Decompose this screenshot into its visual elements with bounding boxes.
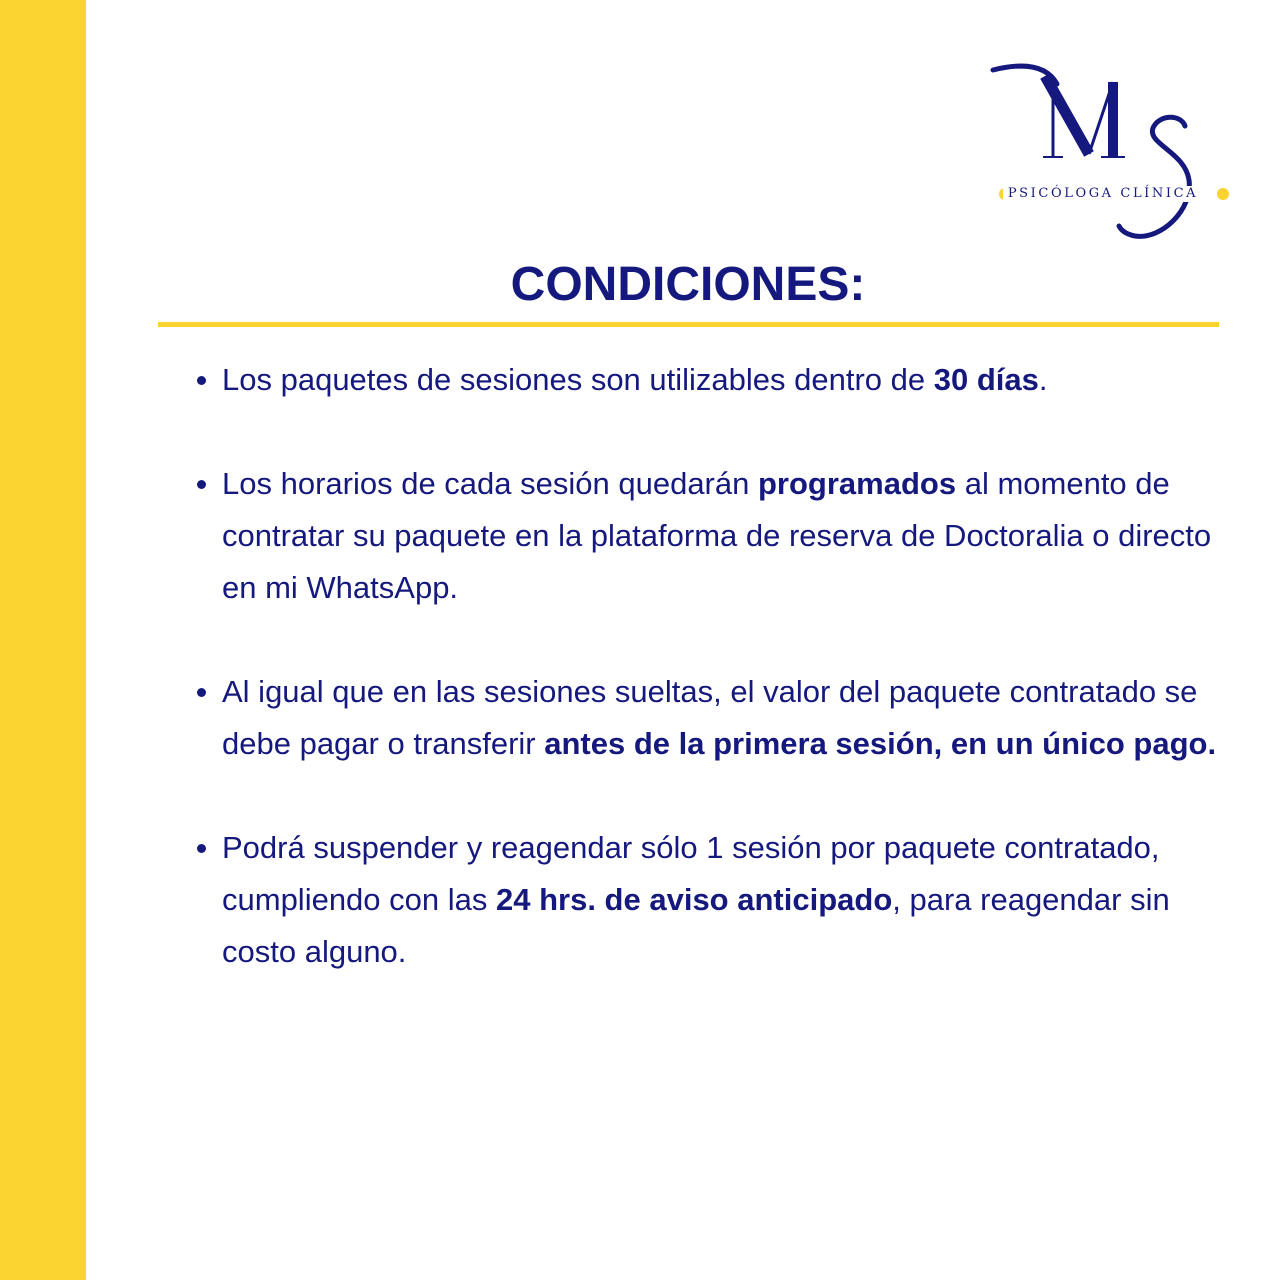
logo-tagline: PSICÓLOGA CLÍNICA xyxy=(1003,186,1203,202)
condition-text: , para reagendar sin costo alguno. xyxy=(222,882,1170,969)
condition-text: al momento de contratar su paquete en la plataforma de reserva de Doctoralia o directo en mi WhatsApp. xyxy=(222,466,1212,605)
bullet-icon xyxy=(197,480,206,489)
condition-highlight: programados xyxy=(757,466,957,501)
condition-item xyxy=(190,822,1230,978)
condition-highlight: 30 días xyxy=(933,362,1039,397)
condition-text: Podrá suspender y reagendar sólo 1 sesión por paquete contratado, cumpliendo con las xyxy=(222,830,1160,917)
condition-highlight: 24 hrs. de aviso anticipado xyxy=(496,882,893,917)
condition-item xyxy=(190,458,1230,614)
brand-logo xyxy=(985,60,1235,250)
condition-item xyxy=(190,666,1230,770)
bullet-icon xyxy=(197,844,206,853)
bullet-icon xyxy=(197,688,206,697)
condition-text: . xyxy=(1038,362,1048,397)
page-title: CONDICIONES: xyxy=(510,258,866,311)
yellow-side-bar xyxy=(0,0,86,1280)
bullet-icon xyxy=(197,376,206,385)
condition-text: Los paquetes de sesiones son utilizables dentro de xyxy=(222,362,934,397)
condition-text: Al igual que en las sesiones sueltas, el valor del paquete contratado se debe pagar o transferir xyxy=(222,674,1198,761)
condition-highlight: antes de la primera sesión, en un único pago. xyxy=(544,726,1217,761)
conditions-list xyxy=(190,354,1230,1030)
condition-item xyxy=(190,354,1230,406)
condition-text: Los horarios de cada sesión quedarán xyxy=(222,466,758,501)
title-underline xyxy=(158,322,1219,327)
ms-monogram-icon xyxy=(985,60,1235,250)
